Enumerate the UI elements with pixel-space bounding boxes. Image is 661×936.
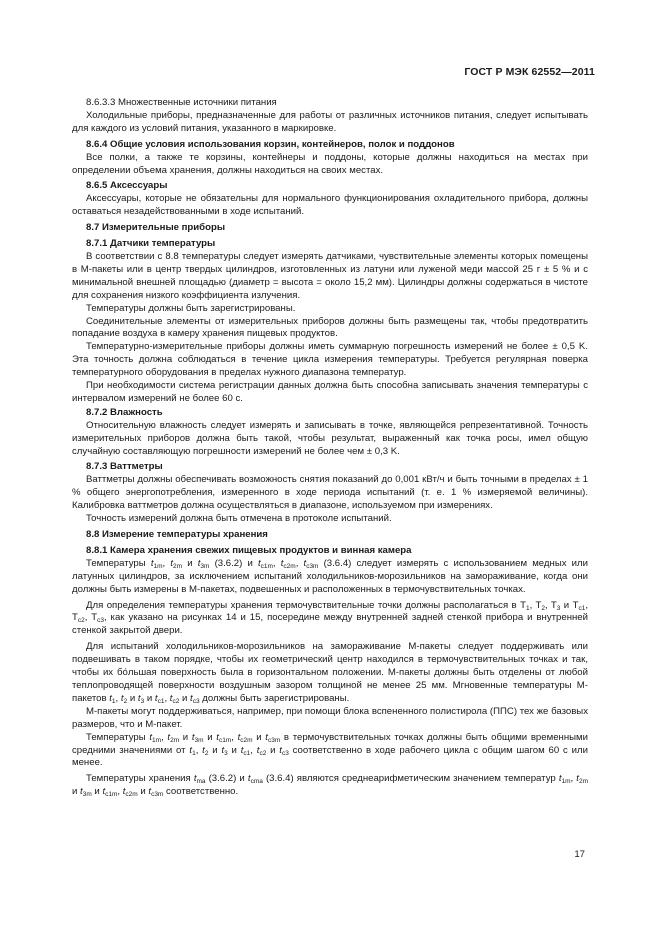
paragraph: Для определения температуры хранения термочувствительные точки должны располагаться в $T_1$, $T_2$, $T_3$ и $T_{c1}$, $T_{c2}$, $T_{c3}$, как указано на рисунках 14 и 15, посередине между внутренней задней стенкой прибора и внутренней стенкой закрытой двери. <box>72 599 588 637</box>
section-heading-881: 8.8.1 Камера хранения свежих пищевых продуктов и винная камера <box>86 544 412 556</box>
paragraph: Соединительные элементы от измерительных приборов должны быть размещены так, чтобы предотвратить попадание воздуха в камеру хранения пищевых продуктов. <box>72 315 588 340</box>
section-heading-8633: 8.6.3.3 Множественные источники питания <box>86 97 277 108</box>
section-heading-873: 8.7.3 Ваттметры <box>86 461 163 473</box>
section-heading-88: 8.8 Измерение температуры хранения <box>86 529 268 540</box>
paragraph: Ваттметры должны обеспечивать возможность снятия показаний до 0,001 кВт/ч и быть точными в пределах ± 1 % общего энергопотребления, измеренного в ходе периода испытаний (т. е. 1 % измеряемой величины). Калибровка ваттметров должна осуществляться в диапазоне, используемом при измерениях. <box>72 474 588 512</box>
paragraph: М-пакеты могут поддерживаться, например, при помощи блока вспененного полистирола (ППС) тех же базовых размеров, что и М-пакет. <box>72 705 588 730</box>
paragraph: Температуры хранения $t_{ma}$ (3.6.2) и $t_{cma}$ (3.6.4) являются среднеарифметическим значением температур $t_{1m}$, $t_{2m}$ и $t_{3m}$ и $t_{c1m}$, $t_{c2m}$ и $t_{c3m}$ соответственно. <box>72 773 588 799</box>
paragraph: Температуры $t_{1m}$, $t_{2m}$ и $t_{3m}$ (3.6.2) и $t_{c1m}$, $t_{c2m}$, $t_{c3m}$ (3.6.4) следует измерять с использованием медных или латунных цилиндров, за исключением испытаний холодильников-морозильников на замораживание, когда они должны быть измерены в М-пакетах, подвешенных и расположенных в термочувствительных точках. <box>72 557 588 595</box>
section-heading-871: 8.7.1 Датчики температуры <box>86 238 216 250</box>
paragraph: Температуры $t_{1m}$, $t_{2m}$ и $t_{3m}$ и $t_{c1m}$, $t_{c2m}$ и $t_{c3m}$ в термочувствительных точках должны быть общими временными средними значениями от $t_1$, $t_2$ и $t_3$ и $t_{c1}$, $t_{c2}$ и $t_{c3}$ соответственно в ходе рабочего цикла с общим шагом 60 с или менее. <box>72 731 588 769</box>
section-heading-87: 8.7 Измерительные приборы <box>86 222 226 234</box>
page-number: 17 <box>574 849 585 860</box>
paragraph: При необходимости система регистрации данных должна быть способна записывать значения температуры с интервалом измерений не более 60 с. <box>72 380 588 404</box>
paragraph: Температуры должны быть зарегистрированы. <box>86 302 296 314</box>
section-heading-865: 8.6.5 Аксессуары <box>86 180 168 192</box>
paragraph: В соответствии с 8.8 температуры следует измерять датчиками, чувствительные элементы которых помещены в М-пакеты или в центр твердых цилиндров, изготовленных из латуни или луженой меди массой 25 г ± 5 % и с минимальной внешней площадью (диаметр = высота = около 15,2 мм). Цилиндры должны содержаться в чистоте для сохранения низкого коэффициента излучения. <box>72 250 588 301</box>
paragraph: Температурно-измерительные приборы должны иметь суммарную погрешность измерений не более ± 0,5 K. Эта точность должна соблюдаться в течение цикла измерения температуры. Требуется регулярная поверка температурного оборудования в пределах нужного диапазона температур. <box>72 341 588 379</box>
section-heading-864: 8.6.4 Общие условия использования корзин, контейнеров, полок и поддонов <box>86 138 455 150</box>
paragraph: Аксессуары, которые не обязательны для нормального функционирования охладительного прибора, должны оставаться незадействованными в ходе испытаний. <box>72 193 588 218</box>
paragraph: Все полки, а также те корзины, контейнеры и поддоны, которые должны находиться на местах при определении объема хранения, должны находиться на своих местах. <box>72 151 588 176</box>
paragraph: Относительную влажность следует измерять и записывать в точке, являющейся репрезентативной. Точность измерительных приборов должна быть такой, чтобы результат, выраженный как точка росы, имел общую случайную составляющую погрешности измерений не более чем ± 0,3 K. <box>72 419 588 457</box>
paragraph: Для испытаний холодильников-морозильников на замораживание М-пакеты следует поддерживать или подвешивать в таком порядке, чтобы их геометрический центр находился в термочувствительных точках и так, чтобы их бо́льшая поверхность была в горизонтальном положении. М-пакеты должны быть отделены от любой теплопроводящей поверхности воздушным зазором толщиной не менее 25 мм. Мгновенные температуры М-пакетов $t_1$, $t_2$ и $t_3$ и $t_{c1}$, $t_{c2}$ и $t_{c3}$ должны быть зарегистрированы. <box>72 641 588 705</box>
section-heading-872: 8.7.2 Влажность <box>86 406 163 418</box>
document-header: ГОСТ Р МЭК 62552—2011 <box>464 66 595 78</box>
paragraph: Холодильные приборы, предназначенные для работы от различных источников питания, следует испытывать для каждого из условий питания, указанного в маркировке. <box>72 109 588 134</box>
page-body <box>72 97 588 799</box>
paragraph: Точность измерений должна быть отмечена в протоколе испытаний. <box>86 513 392 525</box>
